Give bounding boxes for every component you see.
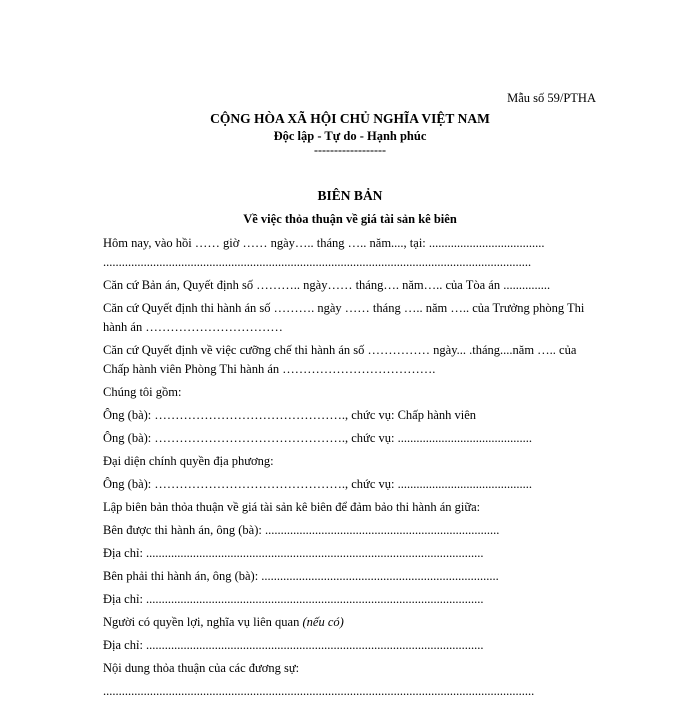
beneficiary-line: Bên được thi hành án, ông (bà): ........................................................................... xyxy=(103,523,500,537)
agreement-content-line: .......................................................................................................................................... xyxy=(103,684,535,698)
related-party-address-line: Địa chỉ: ............................................................................................................ xyxy=(103,638,484,652)
person-3-line: Ông (bà): ………………………………………., chức vụ: ........................................... xyxy=(103,477,532,491)
we-include-label: Chúng tôi gồm: xyxy=(103,385,182,399)
national-motto: Độc lập - Tự do - Hạnh phúc xyxy=(273,129,427,143)
beneficiary-address-line: Địa chỉ: ............................................................................................................ xyxy=(103,546,484,560)
basis-enforcement-line: Căn cứ Quyết định về việc cưỡng chế thi hành án số …………… ngày... .tháng....năm ….. của Chấp hành viên Phòng Thi hành án ………………………………. xyxy=(103,343,577,376)
intro-line: Hôm nay, vào hồi …… giờ …… ngày….. tháng ….. năm...., tại: ..................................... xyxy=(103,236,545,250)
country-name: CỘNG HÒA XÃ HỘI CHỦ NGHĨA VIỆT NAM xyxy=(210,111,490,126)
header-separator: ------------------ xyxy=(314,143,386,157)
related-party-label: Người có quyền lợi, nghĩa vụ liên quan xyxy=(103,615,300,629)
basis-execution-line: Căn cứ Quyết định thi hành án số ………. ngày …… tháng ….. năm ….. của Trưởng phòng Thi hành án …………………………… xyxy=(103,301,585,334)
person-1-line: Ông (bà): ………………………………………., chức vụ: Chấp hành viên xyxy=(103,408,477,422)
related-party-line xyxy=(103,613,600,632)
basis-verdict-line: Căn cứ Bản án, Quyết định số ……….. ngày…… tháng…. năm….. của Tòa án ............... xyxy=(103,278,551,292)
form-number: Mẫu số 59/PTHA xyxy=(507,91,596,105)
document-subtitle: Về việc thỏa thuận về giá tài sản kê biên xyxy=(243,212,457,226)
agreement-line: Lập biên bản thỏa thuận về giá tài sản kê biên để đảm bảo thi hành án giữa: xyxy=(103,500,481,514)
local-representative-label: Đại diện chính quyền địa phương: xyxy=(103,454,274,468)
document-title: BIÊN BẢN xyxy=(317,188,383,203)
agreement-content-label: Nội dung thỏa thuận của các đương sự: xyxy=(103,661,300,675)
obligor-line: Bên phải thi hành án, ông (bà): ............................................................................ xyxy=(103,569,499,583)
document-body xyxy=(103,234,600,701)
related-party-note: (nếu có) xyxy=(302,615,344,629)
title-block xyxy=(0,188,700,227)
obligor-address-line: Địa chỉ: ............................................................................................................ xyxy=(103,592,484,606)
intro-continuation: ......................................................................................................................................... xyxy=(103,255,532,269)
national-header xyxy=(0,111,700,157)
person-2-line: Ông (bà): ………………………………………., chức vụ: ........................................... xyxy=(103,431,532,445)
